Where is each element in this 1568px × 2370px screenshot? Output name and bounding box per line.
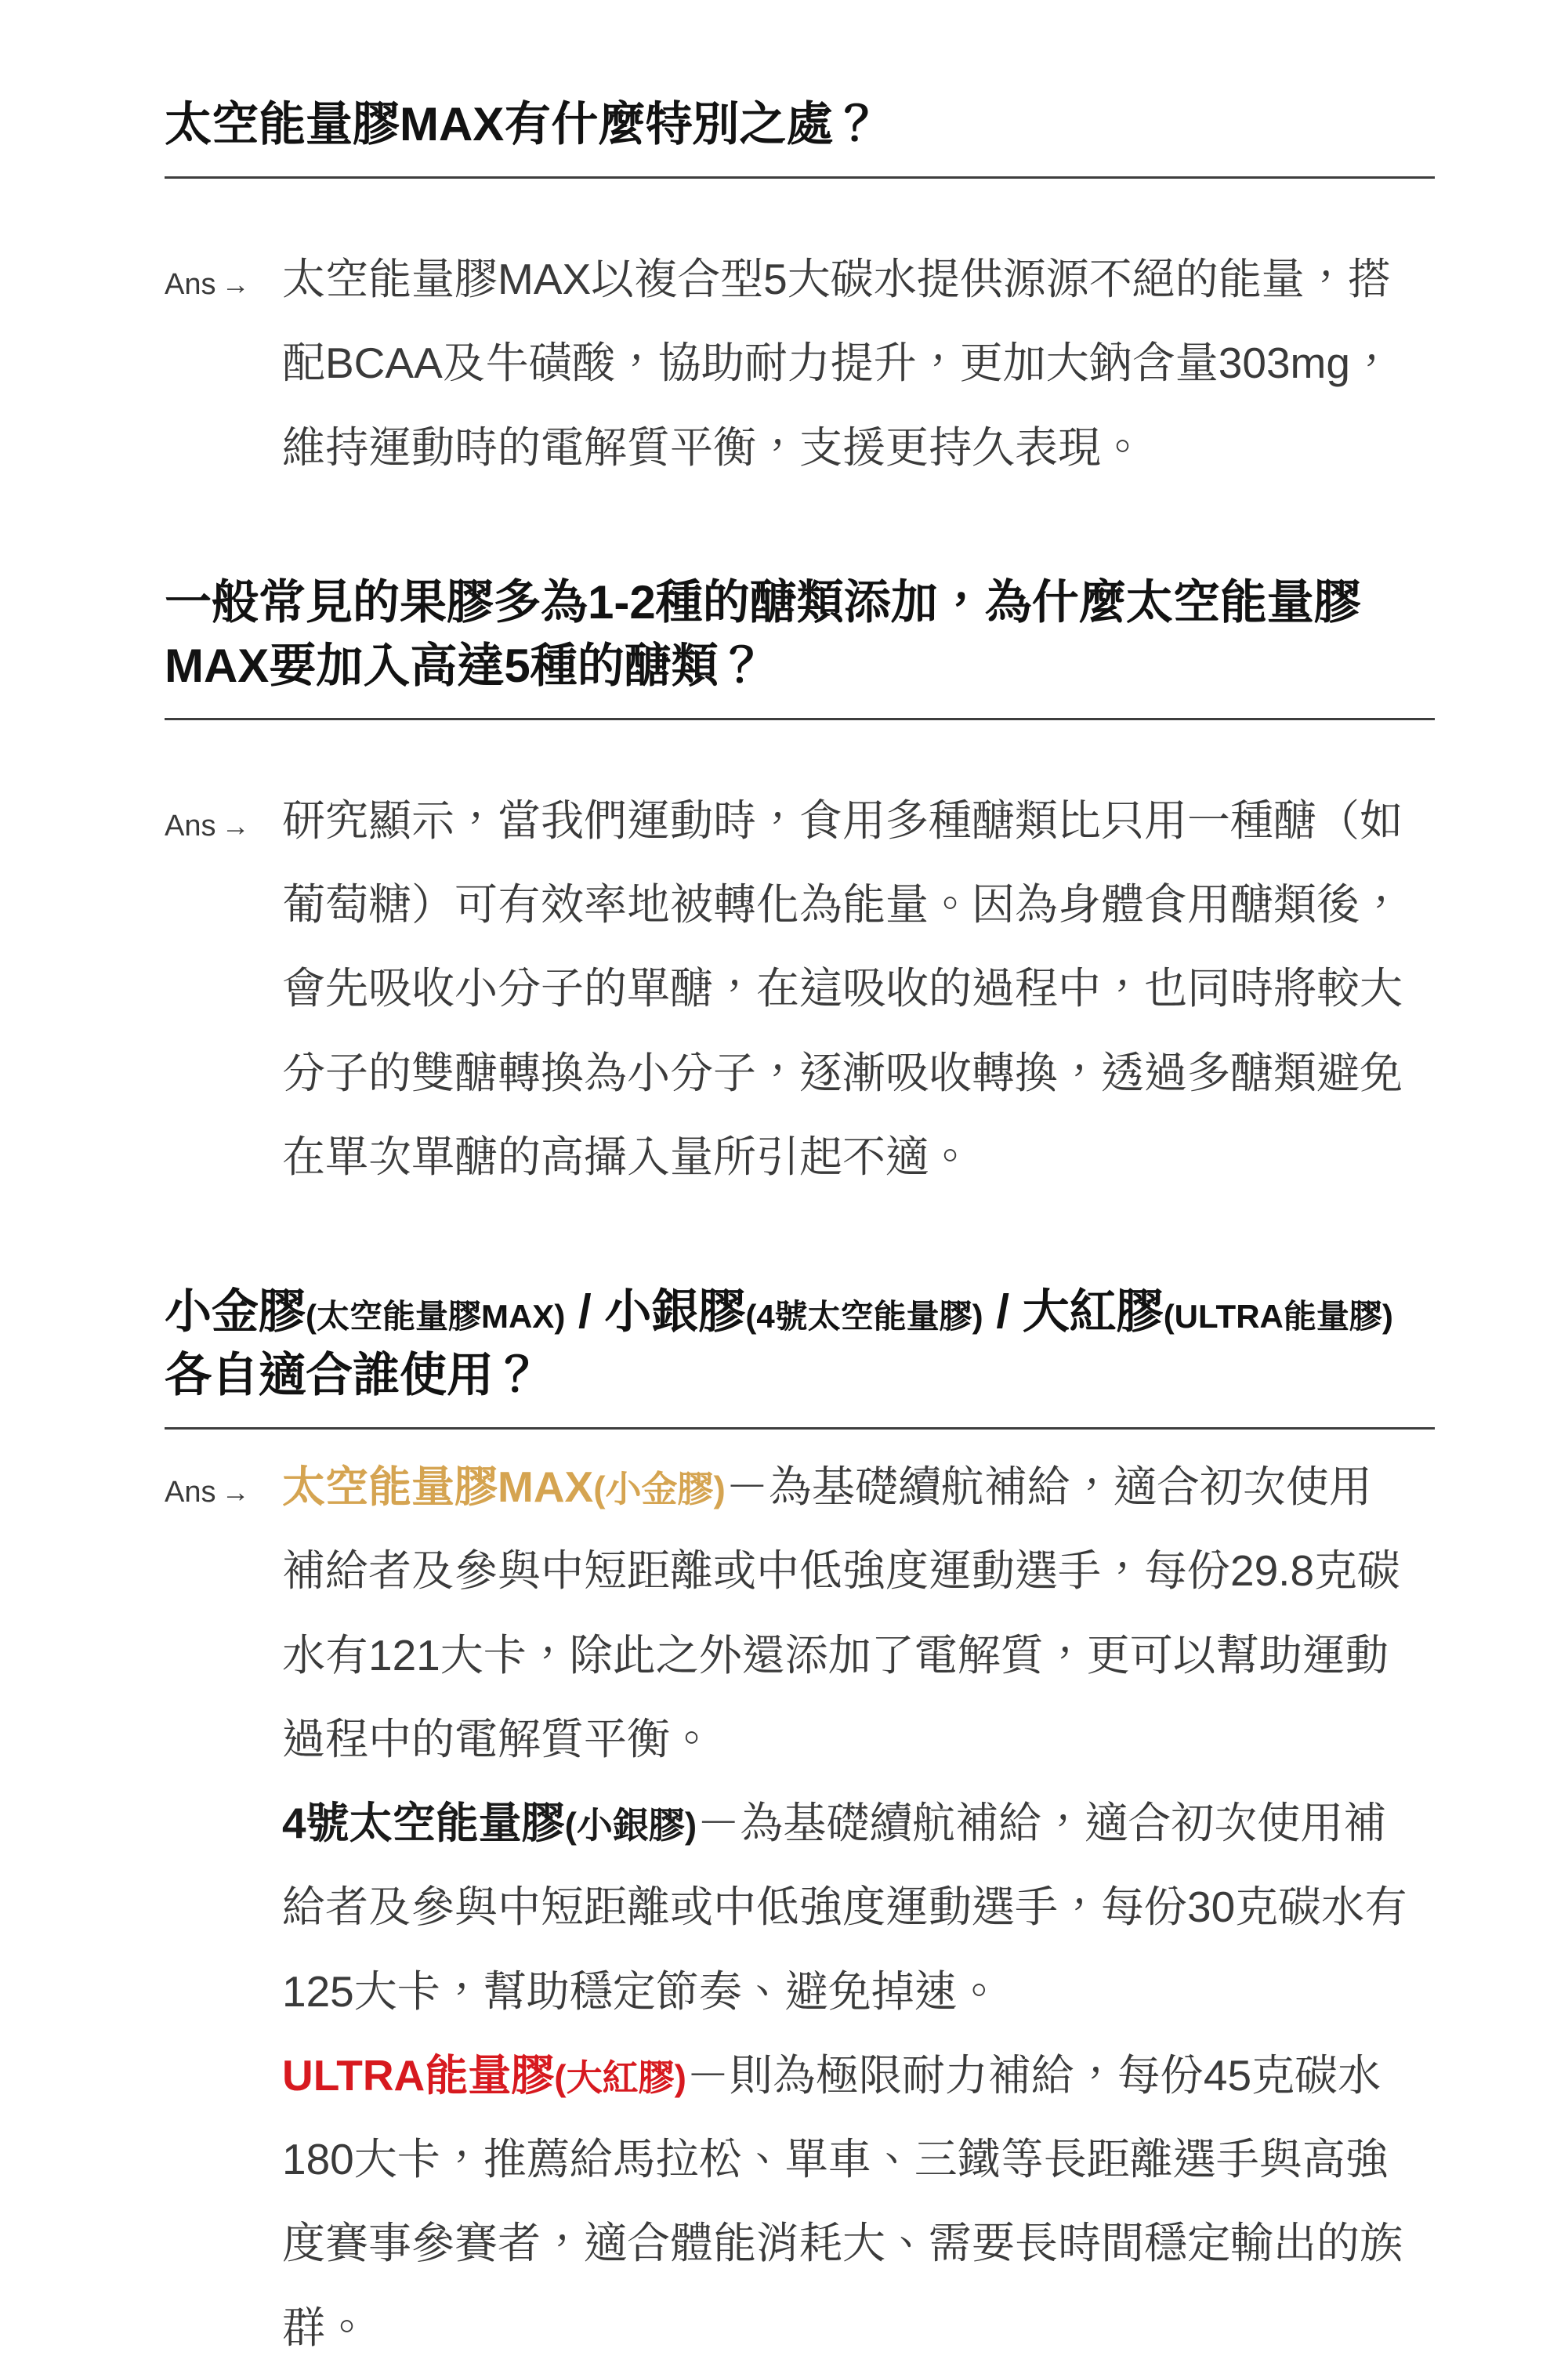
question-3-token: 各自適合誰使用？ xyxy=(165,1349,541,1401)
qa-section-1 xyxy=(165,92,1435,533)
ans-label-text: Ans xyxy=(165,268,216,301)
ans-label xyxy=(165,1476,282,1509)
product-alias: (小銀膠) xyxy=(564,1805,697,1846)
question-3-token: (4號太空能量膠) xyxy=(745,1298,983,1335)
answer-row-2 xyxy=(165,736,1435,1242)
answer-1-text: 太空能量膠MAX以複合型5大碳水提供源源不絕的能量，搭配BCAA及牛磺酸，協助耐力提升，更加大鈉含量303mg，維持運動時的電解質平衡，支援更持久表現。 xyxy=(282,255,1393,472)
qa-section-3 xyxy=(165,1280,1435,2370)
product-name: 太空能量膠MAX xyxy=(282,1462,594,1511)
answer-3-text xyxy=(282,1445,1414,2370)
divider xyxy=(165,1427,1435,1430)
question-1-title: 太空能量膠MAX有什麼特別之處？ xyxy=(165,98,881,150)
arrow-right-icon: → xyxy=(221,809,250,842)
product-description: －為基礎續航補給，適合初次使用補給者及參與中短距離或中低強度運動選手，每份30克碳水有125大卡，幫助穩定節奏、避免掉速。 xyxy=(282,1799,1408,2016)
product-paragraph xyxy=(282,1445,1414,1781)
product-name: ULTRA能量膠 xyxy=(282,2050,555,2100)
arrow-right-icon: → xyxy=(221,1476,250,1508)
question-3-title xyxy=(165,1280,1435,1407)
ans-label xyxy=(165,268,282,302)
answer-2-text: 研究顯示，當我們運動時，食用多種醣類比只用一種醣（如葡萄糖）可有效率地被轉化為能量。因為身體食用醣類後，會先吸收小分子的單醣，在這吸收的過程中，也同時將較大分子的雙醣轉換為小分子，逐漸吸收轉換，透過多醣類避免在單次單醣的高攝入量所引起不適。 xyxy=(282,795,1403,1181)
product-description: －為基礎續航補給，適合初次使用補給者及參與中短距離或中低強度運動選手，每份29.8克碳水有121大卡，除此之外還添加了電解質，更可以幫助運動過程中的電解質平衡。 xyxy=(282,1462,1401,1763)
product-name: 4號太空能量膠 xyxy=(282,1799,565,1847)
divider xyxy=(165,718,1435,720)
ans-label xyxy=(165,810,282,843)
question-2-title: 一般常見的果膠多為1-2種的醣類添加，為什麼太空能量膠MAX要加入高達5種的醣類？ xyxy=(165,575,1361,692)
ans-label-text: Ans xyxy=(165,1476,216,1509)
answer-row-3 xyxy=(165,1445,1435,2370)
qa-section-2 xyxy=(165,571,1435,1242)
question-3-token: / xyxy=(565,1285,605,1338)
question-3-token: (ULTRA能量膠) xyxy=(1163,1298,1393,1335)
answer-row-1 xyxy=(165,194,1435,533)
question-3-token: 大紅膠 xyxy=(1022,1285,1164,1338)
question-3-token: / xyxy=(983,1285,1023,1338)
product-paragraph xyxy=(282,1781,1414,2034)
product-alias: (大紅膠) xyxy=(554,2057,686,2098)
product-paragraph xyxy=(282,2034,1414,2370)
divider xyxy=(165,176,1435,179)
question-3-token: (太空能量膠MAX) xyxy=(306,1298,566,1335)
ans-label-text: Ans xyxy=(165,809,216,843)
question-3-token: 小銀膠 xyxy=(604,1285,746,1338)
product-alias: (小金膠) xyxy=(593,1469,726,1509)
question-3-token: 小金膠 xyxy=(165,1285,306,1338)
product-description: －則為極限耐力補給，每份45克碳水180大卡，推薦給馬拉松、單車、三鐵等長距離選手與高強度賽事參賽者，適合體能消耗大、需要長時間穩定輸出的族群。 xyxy=(282,2050,1403,2352)
arrow-right-icon: → xyxy=(221,268,250,300)
